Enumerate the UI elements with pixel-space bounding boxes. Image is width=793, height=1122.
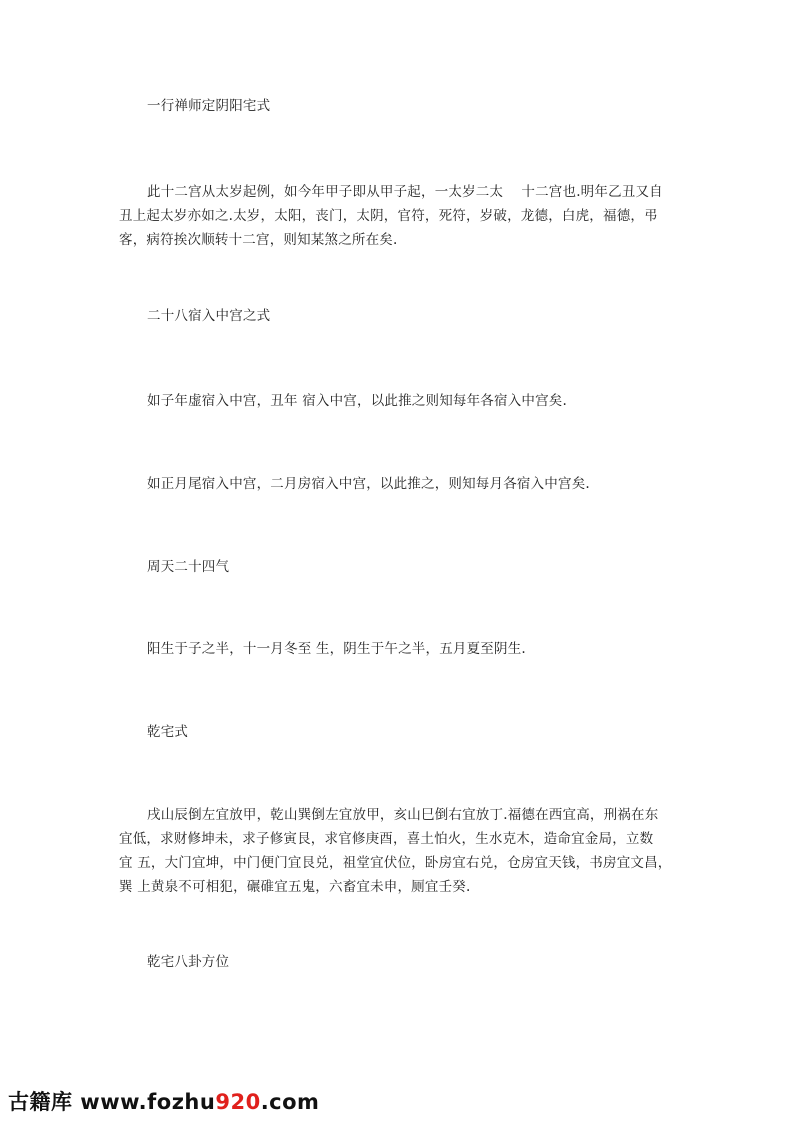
- heading-ershiba-xiu: 二十八宿入中宫之式: [147, 308, 271, 324]
- paragraph-line: 宜 五，大门宜坤，中门便门宜艮兑，祖堂宜伏位，卧房宜右兑，仓房宜天钱，书房宜文昌，: [119, 855, 672, 871]
- footer-site-name: 古籍库: [8, 1090, 73, 1114]
- footer-url-prefix: www.fozhu: [72, 1090, 216, 1114]
- paragraph-line: 巽 上黄泉不可相犯，碾碓宜五鬼，六畜宜未申，厕宜壬癸.: [119, 879, 471, 895]
- heading-zhoutian-ershisi-qi: 周天二十四气: [147, 559, 230, 575]
- paragraph-line: 宜低，求财修坤未，求子修寅艮，求官修庚酉，喜土怕火，生水克木，造命宜金局，立数: [119, 831, 654, 847]
- heading-yixing-chanshi: 一行禅师定阴阳宅式: [147, 98, 271, 114]
- paragraph-line: 如子年虚宿入中宫，丑年 宿入中宫，以此推之则知每年各宿入中宫矣.: [147, 393, 567, 409]
- paragraph-line: 丑上起太岁亦如之.太岁，太阳，丧门，太阴，官符，死符，岁破，龙德，白虎，福德，弔: [119, 208, 658, 224]
- paragraph-line: 阳生于子之半，十一月冬至 生，阴生于午之半，五月夏至阴生.: [147, 641, 526, 657]
- paragraph-line: 如正月尾宿入中宫，二月房宿入中宫，以此推之，则知每月各宿入中宫矣.: [147, 476, 590, 492]
- footer-url-number: 920: [215, 1090, 261, 1114]
- footer-url-suffix: .com: [260, 1090, 320, 1114]
- paragraph-line: 客，病符挨次顺转十二宫，则知某煞之所在矣.: [119, 232, 398, 248]
- paragraph-line: 戌山辰倒左宜放甲，乾山巽倒左宜放甲，亥山巳倒右宜放丁.福德在西宜高，刑祸在东: [147, 807, 659, 823]
- heading-qianzhai-shi: 乾宅式: [147, 724, 189, 740]
- footer-watermark: [8, 1087, 319, 1117]
- paragraph-line: 此十二宫从太岁起例，如今年甲子即从甲子起，一太岁二太 十二宫也.明年乙丑又自: [147, 184, 663, 200]
- heading-qianzhai-bagua: 乾宅八卦方位: [147, 954, 230, 970]
